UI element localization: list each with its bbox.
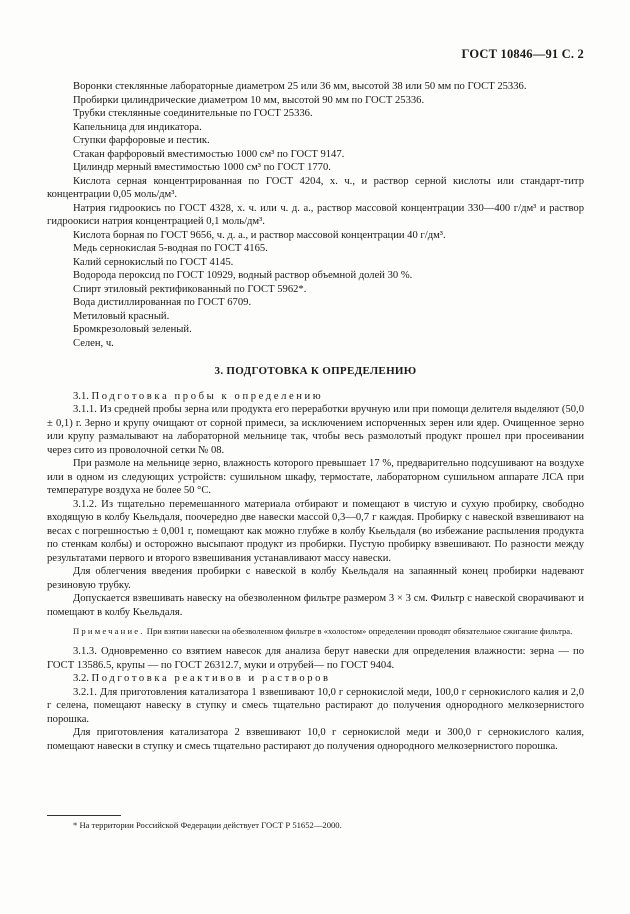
material-item: Медь сернокислая 5-водная по ГОСТ 4165. [73, 243, 268, 254]
subsection-number: 3.2. [73, 673, 89, 684]
footnote: * На территории Российской Федерации действует ГОСТ Р 51652—2000. [73, 820, 342, 830]
material-item: Калий сернокислый по ГОСТ 4145. [73, 256, 234, 268]
paragraph-3-1-2-b: Для облегчения введения пробирки с навеской в колбу Кьельдаля на запаянный конец пробирки надевают резиновую трубку. [47, 566, 584, 591]
paragraph-3-1-2-c: Допускается взвешивать навеску на обезволенном фильтре размером 3 × 3 см. Фильтр с навеской сворачивают и помещают в колбу Кьельдаля. [47, 593, 584, 618]
footnote-rule [47, 815, 121, 816]
material-item: Капельница для индикатора. [73, 121, 202, 133]
material-item: Воронки стеклянные лабораторные диаметром 25 или 36 мм, высотой 38 или 50 мм по ГОСТ 25336. [73, 81, 527, 92]
material-item: Бромкрезоловый зеленый. [73, 324, 192, 335]
material-item: Водорода пероксид по ГОСТ 10929, водный раствор объемной долей 30 %. [73, 270, 413, 281]
material-item: Натрия гидроокись по ГОСТ 4328, х. ч. или ч. д. а., раствор массовой концентрации 330—400 г/дм³ и раствор гидроокиси натрия концентрацией 0,1 моль/дм³. [47, 202, 584, 227]
material-item: Трубки стеклянные соединительные по ГОСТ 25336. [73, 108, 313, 119]
subsection-heading-3-1 [47, 390, 584, 404]
material-item: Кислота серная концентрированная по ГОСТ 4204, х. ч., и раствор серной кислоты или стандарт-титр концентрации 0,05 моль/дм³. [47, 175, 584, 200]
paragraph-3-1-1-b: При размоле на мельнице зерно, влажность которого превышает 17 %, предварительно подсушивают на воздухе или в одном из следующих устройств: сушильном шкафу, термостате, лабораторном сушильном аппарате ЛСА при температуре воздуха не более 50 °С. [47, 458, 584, 496]
subsection-title: Подготовка реактивов и растворов [91, 673, 331, 684]
paragraph-3-2-1-b: Для приготовления катализатора 2 взвешивают 10,0 г сернокислой меди и 300,0 г сернокислого калия, помещают навески в ступку и смесь тщательно растирают до получения однородного мелкозернистого порошка. [47, 727, 584, 752]
page-header: ГОСТ 10846—91 С. 2 [461, 47, 584, 61]
material-item: Пробирки цилиндрические диаметром 10 мм, высотой 90 мм по ГОСТ 25336. [73, 94, 425, 106]
subsection-number: 3.1. [73, 390, 89, 402]
note [47, 625, 584, 638]
material-item: Ступки фарфоровые и пестик. [73, 135, 210, 146]
note-text: При взятии навески на обезволенном фильтре в «холостом» определении проводят обязательное сжигание фильтра. [146, 626, 573, 636]
paragraph-3-1-1: 3.1.1. Из средней пробы зерна или продукта его переработки вручную или при помощи делителя выделяют (50,0 ± 0,1) г. Зерно и крупу очищают от сорной примеси, за исключением испорченных зерен или ядер. Очищенное зерно или крупу размалывают на лабораторной мельнице так, чтобы весь размолотый продукт прошел при просеивании через сито из проволочной сетки № 08. [47, 404, 584, 456]
paragraph-3-1-3: 3.1.3. Одновременно со взятием навесок для анализа берут навески для определения влажности: зерна — по ГОСТ 13586.5, крупы — по ГОСТ 26312.7, муки и отрубей— по ГОСТ 9404. [47, 646, 584, 671]
material-item: Спирт этиловый ректификованный по ГОСТ 5962*. [73, 283, 307, 295]
material-item: Стакан фарфоровый вместимостью 1000 см³ по ГОСТ 9147. [73, 148, 345, 160]
note-label: Примечание. [73, 626, 145, 636]
subsection-title: Подготовка пробы к определению [91, 390, 324, 402]
material-item: Метиловый красный. [73, 310, 170, 322]
document-body [47, 80, 584, 753]
paragraph-3-1-2: 3.1.2. Из тщательно перемешанного материала отбирают и помещают в чистую и сухую пробирку, свободно входящую в колбу Кьельдаля, поочередно две навески массой 0,3—0,7 г каждая. Пробирку с навеской взвешивают на весах с погрешностью ± 0,001 г, помещают как можно глубже в колбу Кьельдаля (во избежание распыления продукта по стенкам колбы) и осторожно высыпают продукт из пробирки. Пустую пробирку взвешивают. По разности между результатами первого и второго взвешивания устанавливают массу навески. [47, 498, 584, 564]
paragraph-3-2-1: 3.2.1. Для приготовления катализатора 1 взвешивают 10,0 г сернокислой меди, 100,0 г сернокислого калия и 2,0 г селена, помещают навеску в ступку и смесь тщательно растирают до получения однородного мелкозернистого порошка. [47, 686, 584, 725]
material-item: Кислота борная по ГОСТ 9656, ч. д. а., и раствор массовой концентрации 40 г/дм³. [73, 229, 446, 241]
material-item: Селен, ч. [73, 337, 114, 349]
subsection-heading-3-2 [47, 672, 584, 686]
section-title: 3. ПОДГОТОВКА К ОПРЕДЕЛЕНИЮ [214, 365, 417, 377]
material-item: Вода дистиллированная по ГОСТ 6709. [73, 297, 252, 308]
materials-list [47, 80, 584, 350]
material-item: Цилиндр мерный вместимостью 1000 см³ по ГОСТ 1770. [73, 162, 331, 173]
